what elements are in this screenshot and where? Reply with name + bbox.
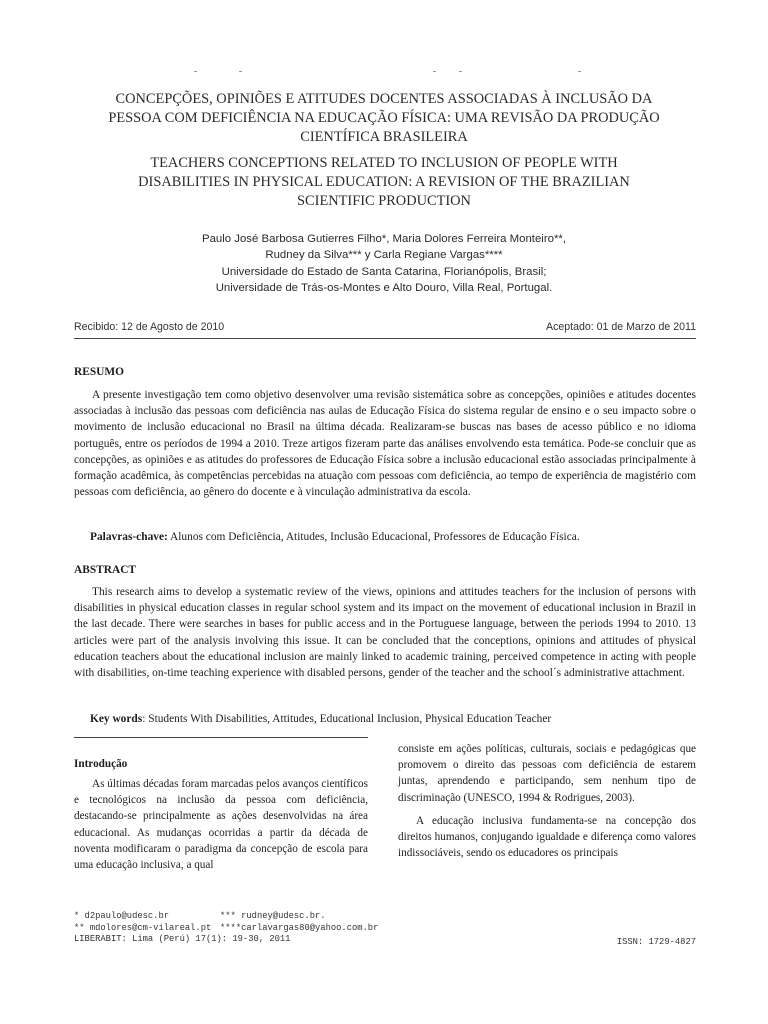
received-date: Recibido: 12 de Agosto de 2010 [74,321,225,333]
footnote-email: *** rudney@udesc.br. [220,911,326,921]
title-line: PESSOA COM DEFICIÊNCIA NA EDUCAÇÃO FÍSICA: UMA REVISÃO DA PRODUÇÃO [108,109,660,126]
intro-left-column [74,776,368,873]
abstract-heading: ABSTRACT [74,564,137,576]
dates-line [74,321,696,333]
journal-citation: LIBERABIT: Lima (Perú) 17(1): 19-30, 2011 [74,934,291,945]
author-names: Paulo José Barbosa Gutierres Filho*, Maria Dolores Ferreira Monteiro**, [201,233,567,245]
divider [74,338,696,339]
intro-paragraph: consiste em ações políticas, culturais, sociais e pedagógicas que promovem o direito das pessoas com deficiência de estarem juntas, aprendendo e participando, sem nenhum tipo de discriminação (UNESCO, 1994 & Rodrigues, 2003). [398,743,696,804]
scan-mark [194,71,197,72]
title-english [72,154,696,210]
affiliation: Universidade do Estado de Santa Catarina, Florianópolis, Brasil; [221,265,547,278]
intro-heading: Introdução [74,758,128,770]
scan-mark [433,71,436,72]
resumo-keywords [90,531,696,543]
title-line: SCIENTIFIC PRODUCTION [297,192,471,209]
affiliation: Universidade de Trás-os-Montes e Alto Douro, Villa Real, Portugal. [215,282,553,295]
footnote-row [74,911,404,923]
intro-paragraph: A educação inclusiva fundamenta-se na concepção dos direitos humanos, conjugando igualdade e diferença como valores indissociáveis, sendo os educadores os principais [398,814,696,860]
title-line: CONCEPÇÕES, OPINIÕES E ATITUDES DOCENTES ASSOCIADAS À INCLUSÃO DA [115,91,653,107]
resumo-text: A presente investigação tem como objetivo desenvolver uma revisão sistemática sobre as concepções, opiniões e atitudes docentes associadas à inclusão das pessoas com deficiência nas aulas de Educação Física do sistema regular de ensino e o seu impacto sobre o movimento de inclusão educacional no Brasil na última década. Realizaram-se buscas nas bases de acesso público e no idioma português, entre os períodos de 1994 a 2010. Treze artigos fizeram parte das análises envolvendo esta temática. Pode-se concluir que as concepções, as opiniões e as atitudes do professores de Educação Física sobre a inclusão educacional estão associadas principalmente à formação acadêmica, às competências percebidas na atuação com pessoas com deficiência, ao tempo de experiência de magistério com pessoas com deficiência, ao gênero do docente e à vinculação administrativa da escola. [74,389,696,499]
title-line: CIENTÍFICA BRASILEIRA [300,128,468,145]
footnote-email: ****carlavargas80@yahoo.com.br [220,922,379,933]
accepted-date: Aceptado: 01 de Marzo de 2011 [546,321,696,333]
footnotes [74,911,404,946]
abstract-keywords [90,713,696,725]
intro-right-column [398,741,696,861]
scan-mark [239,71,242,72]
issn: ISSN: 1729-4827 [616,937,696,947]
scan-mark [578,71,581,72]
keywords-label: Key words [90,713,143,725]
scan-mark [459,71,462,72]
title-line: DISABILITIES IN PHYSICAL EDUCATION: A REVISION OF THE BRAZILIAN [138,173,630,190]
keywords-label: Palavras-chave: [90,531,168,543]
intro-paragraph: As últimas décadas foram marcadas pelos avanços científicos e tecnológicos na inclusão da pessoa com deficiência, destacando-se principalmente as ações desenvolvidas na área educacional. As mudanças ocorridas a partir da década de noventa modificaram o paradigma da concepção de escola para uma educação inclusiva, a qual [74,778,368,872]
keywords-text: Alunos com Deficiência, Atitudes, Inclusão Educacional, Professores de Educação Física. [167,531,580,543]
author-names: Rudney da Silva*** y Carla Regiane Vargas**** [265,249,503,262]
authors-block [72,231,696,297]
footnote-email: ** mdolores@cm-vilareal.pt [74,922,212,933]
resumo-heading: RESUMO [74,366,124,378]
abstract-body [74,584,696,681]
divider [74,737,368,738]
title-line: TEACHERS CONCEPTIONS RELATED TO INCLUSION OF PEOPLE WITH [150,155,618,171]
keywords-text: : Students With Disabilities, Attitudes, Educational Inclusion, Physical Education Teacher [142,713,552,725]
abstract-text: This research aims to develop a systematic review of the views, opinions and attitudes teachers for the inclusion of persons with disabilities in physical education classes in regular school system and its impact on the movement of educational inclusion in Brazil in the last decade. There were searches in bases for public access and in the Portuguese language, between the periods 1994 to 2010. 13 articles were part of the analysis involving this issue. It can be concluded that the conceptions, opinions and attitudes of physical education teachers about the educational inclusion are mainly linked to academic training, perceived competence in acting with people with disabilities, on-time teaching experience with disabled persons, gender of the teacher and the school´s administrative attachment. [74,586,696,680]
footnote-row [74,923,404,935]
title-portuguese [72,90,696,146]
footnote-email: * d2paulo@udesc.br [74,911,170,921]
resumo-body [74,387,696,500]
